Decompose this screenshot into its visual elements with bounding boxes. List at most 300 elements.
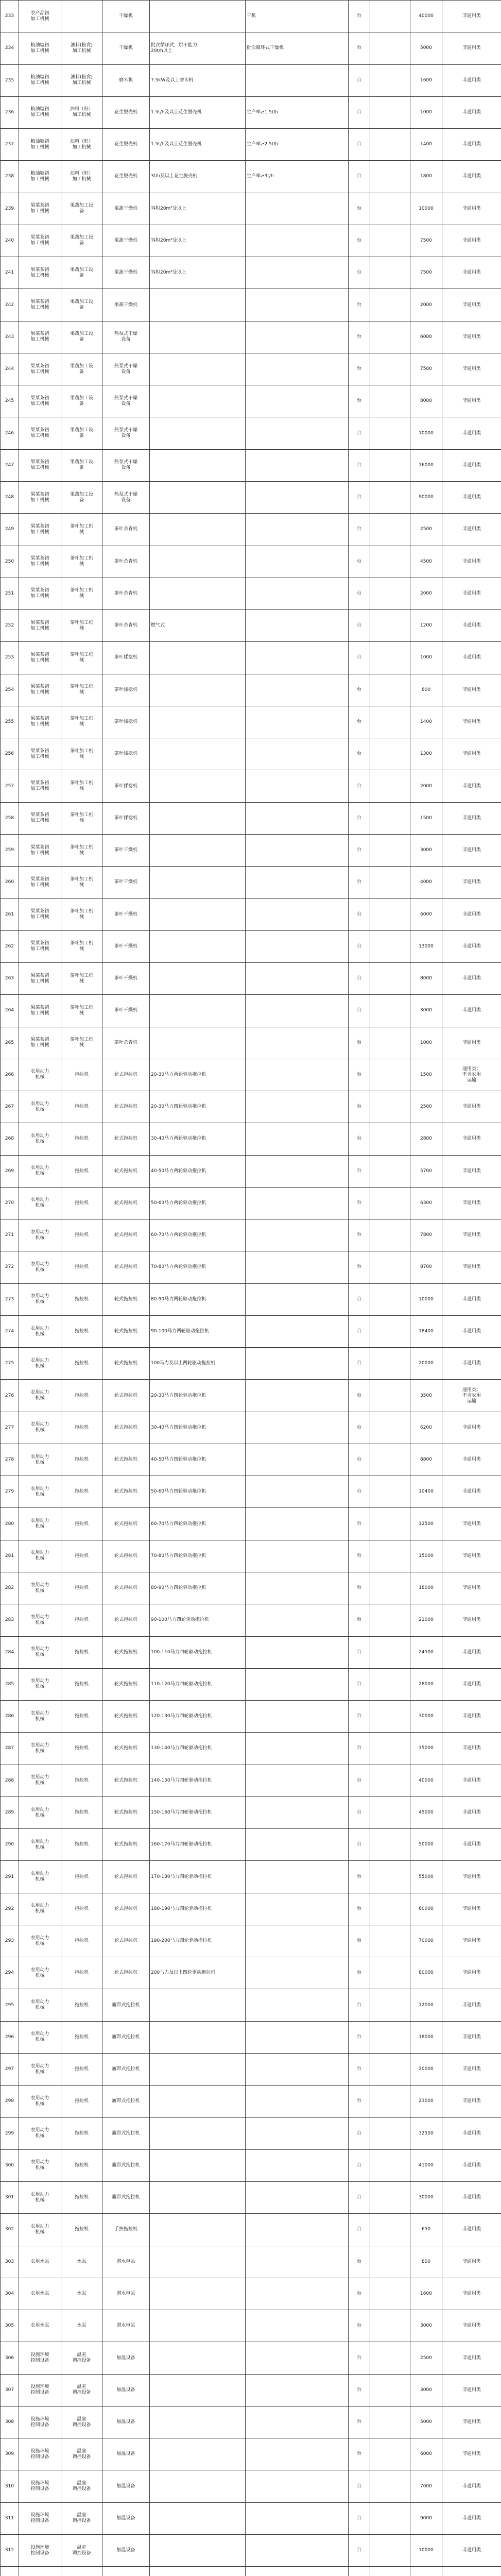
table-row (1, 2406, 501, 2438)
cell-no: 305 (1, 2310, 19, 2342)
cell-cat: 果菜茶初 加工机械 (19, 289, 61, 321)
cell-item: 轮式拖拉机 (102, 1412, 150, 1444)
cell-cat: 农用动力 机械 (19, 1636, 61, 1668)
cell-unit: 台 (349, 1444, 370, 1476)
cell-spec (150, 2438, 246, 2470)
cell-item: 果蔬干燥机 (102, 225, 150, 257)
cell-item: 加温设备 (102, 2374, 150, 2406)
cell-unit: 台 (349, 578, 370, 609)
cell-area: 非通用类 (442, 449, 501, 481)
cell-subcat: 拖拉机 (61, 2214, 102, 2246)
cell-price (370, 1733, 410, 1765)
cell-spec: 90-100马力四轮驱动拖拉机 (150, 1604, 246, 1636)
cell-spec (150, 674, 246, 706)
cell-area: 非通用类 (442, 2149, 501, 2181)
cell-item: 轮式拖拉机 (102, 1797, 150, 1828)
cell-cat: 农用动力 机械 (19, 1765, 61, 1797)
cell-price (370, 2214, 410, 2246)
cell-item: 干燥机 (102, 32, 150, 64)
table-row (1, 193, 501, 225)
cell-price (370, 2117, 410, 2149)
cell-cat: 农用动力 机械 (19, 1829, 61, 1861)
cell-item: 茶叶干燥机 (102, 962, 150, 994)
cell-subcat: 拖拉机 (61, 1861, 102, 1893)
cell-unit: 台 (349, 738, 370, 770)
cell-sub: 6000 (410, 2438, 442, 2470)
cell-sub: 12000 (410, 1989, 442, 2021)
cell-sub: 8800 (410, 1444, 442, 1476)
cell-cat: 农用水泵 (19, 2278, 61, 2310)
cell-feat (246, 2021, 349, 2053)
cell-subcat: 拖拉机 (61, 2149, 102, 2181)
cell-feat (246, 64, 349, 96)
cell-sub: 1000 (410, 1027, 442, 1059)
cell-area: 非通用类 (442, 642, 501, 674)
cell-sub: 8000 (410, 962, 442, 994)
cell-price (370, 1123, 410, 1155)
cell-area: 非通用类 (442, 2502, 501, 2534)
cell-spec: 90-100马力两轮驱动拖拉机 (150, 1315, 246, 1347)
cell-subcat: 拖拉机 (61, 2086, 102, 2117)
cell-price (370, 353, 410, 385)
cell-cat: 农用动力 机械 (19, 1091, 61, 1123)
cell-item: 茶叶杀青机 (102, 1027, 150, 1059)
cell-item: 花生脱壳机 (102, 129, 150, 161)
cell-area (442, 2567, 501, 2576)
cell-feat (246, 514, 349, 546)
cell-feat (246, 1989, 349, 2021)
cell-price (370, 2246, 410, 2278)
cell-area: 非通用类 (442, 2438, 501, 2470)
cell-subcat: 拖拉机 (61, 1893, 102, 1925)
cell-sub: 1600 (410, 64, 442, 96)
cell-area: 非通用类 (442, 1315, 501, 1347)
cell-unit: 台 (349, 706, 370, 738)
cell-no: 270 (1, 1187, 19, 1219)
cell-subcat: 油料（籽） 加工机械 (61, 129, 102, 161)
cell-item: 轮式拖拉机 (102, 1829, 150, 1861)
cell-spec (150, 514, 246, 546)
cell-sub: 70000 (410, 1925, 442, 1957)
cell-item: 轮式拖拉机 (102, 1315, 150, 1347)
cell-area: 非通用类 (442, 1829, 501, 1861)
cell-price (370, 1027, 410, 1059)
table-row (1, 578, 501, 609)
cell-spec (150, 2406, 246, 2438)
cell-subcat: 拖拉机 (61, 1283, 102, 1315)
cell-subcat: 水泵 (61, 2278, 102, 2310)
cell-subcat: 拖拉机 (61, 1476, 102, 1508)
cell-subcat: 拖拉机 (61, 1219, 102, 1251)
cell-spec: 160-170马力四轮驱动拖拉机 (150, 1829, 246, 1861)
cell-feat (246, 2246, 349, 2278)
cell-subcat: 温室 调控设备 (61, 2470, 102, 2502)
cell-sub: 1800 (410, 161, 442, 193)
cell-spec (150, 2567, 246, 2576)
cell-cat: 设施环境 控制设备 (19, 2406, 61, 2438)
cell-cat: 果菜茶初 加工机械 (19, 770, 61, 802)
cell-unit: 台 (349, 2342, 370, 2374)
cell-no: 274 (1, 1315, 19, 1347)
cell-unit: 台 (349, 2278, 370, 2310)
cell-unit: 台 (349, 2086, 370, 2117)
cell-sub: 45000 (410, 1797, 442, 1828)
cell-unit: 台 (349, 2502, 370, 2534)
cell-area: 非通用类 (442, 2214, 501, 2246)
cell-unit: 台 (349, 834, 370, 866)
cell-item: 履带式拖拉机 (102, 2021, 150, 2053)
cell-sub: 6200 (410, 1412, 442, 1444)
cell-unit: 台 (349, 2117, 370, 2149)
cell-no: 310 (1, 2470, 19, 2502)
cell-no: 293 (1, 1925, 19, 1957)
table-row (1, 1668, 501, 1700)
cell-area: 非通用类 (442, 2342, 501, 2374)
cell-spec: 170-180马力四轮驱动拖拉机 (150, 1861, 246, 1893)
cell-sub: 40000 (410, 1765, 442, 1797)
cell-price (370, 1091, 410, 1123)
cell-spec: 7.5kW及以上磨米机 (150, 64, 246, 96)
cell-cat: 果菜茶初 加工机械 (19, 225, 61, 257)
table-row (1, 1059, 501, 1091)
cell-unit: 台 (349, 1572, 370, 1604)
cell-subcat: 拖拉机 (61, 1059, 102, 1091)
cell-area: 非通用类 (442, 2246, 501, 2278)
table-row (1, 995, 501, 1027)
cell-subcat: 油料(粮食) 加工机械 (61, 64, 102, 96)
cell-spec: 50-60马力两轮驱动拖拉机 (150, 1187, 246, 1219)
cell-area: 非通用类 (442, 193, 501, 225)
table-row (1, 2438, 501, 2470)
cell-price (370, 1861, 410, 1893)
cell-unit: 台 (349, 514, 370, 546)
cell-spec: 1.5t/h及以上花生脱壳机 (150, 96, 246, 128)
cell-no: 261 (1, 899, 19, 930)
cell-feat (246, 1219, 349, 1251)
cell-feat (246, 1315, 349, 1347)
cell-unit: 台 (349, 1251, 370, 1283)
cell-feat (246, 1123, 349, 1155)
cell-cat: 粮油糖初 加工机械 (19, 32, 61, 64)
cell-item: 轮式拖拉机 (102, 1155, 150, 1187)
cell-price (370, 2021, 410, 2053)
cell-area: 非通用类 (442, 1733, 501, 1765)
cell-sub: 2500 (410, 1091, 442, 1123)
cell-feat (246, 2502, 349, 2534)
cell-unit: 台 (349, 1829, 370, 1861)
cell-sub: 7500 (410, 353, 442, 385)
cell-cat: 果菜茶初 加工机械 (19, 610, 61, 642)
cell-item: 茶叶揉捻机 (102, 738, 150, 770)
cell-unit: 台 (349, 1315, 370, 1347)
cell-area: 非通用类 (442, 385, 501, 417)
cell-no: 251 (1, 578, 19, 609)
cell-price (370, 770, 410, 802)
cell-price (370, 1444, 410, 1476)
cell-feat (246, 1251, 349, 1283)
cell-spec (150, 289, 246, 321)
cell-feat (246, 289, 349, 321)
cell-feat (246, 2438, 349, 2470)
cell-unit: 台 (349, 353, 370, 385)
cell-spec: 20-30马力两轮驱动拖拉机 (150, 1059, 246, 1091)
cell-price (370, 1765, 410, 1797)
cell-unit: 台 (349, 802, 370, 834)
table-row (1, 706, 501, 738)
cell-spec (150, 867, 246, 899)
cell-spec (150, 2214, 246, 2246)
cell-no: 277 (1, 1412, 19, 1444)
cell-cat: 农用动力 机械 (19, 1893, 61, 1925)
cell-feat: 生产率≥1.5t/h (246, 96, 349, 128)
cell-cat: 农用动力 机械 (19, 1187, 61, 1219)
cell-subcat: 茶叶加工机 械 (61, 610, 102, 642)
cell-feat (246, 449, 349, 481)
cell-no: 234 (1, 32, 19, 64)
cell-unit: 台 (349, 385, 370, 417)
cell-area: 非通用类 (442, 321, 501, 353)
cell-feat (246, 257, 349, 289)
cell-area: 非通用类 (442, 353, 501, 385)
cell-subcat: 温室 调控设备 (61, 2406, 102, 2438)
cell-cat: 农用水泵 (19, 2246, 61, 2278)
cell-price (370, 2310, 410, 2342)
cell-area: 非通用类 (442, 578, 501, 609)
cell-price (370, 225, 410, 257)
cell-item: 履带式拖拉机 (102, 2054, 150, 2086)
cell-cat: 农用动力 机械 (19, 1348, 61, 1380)
table-row (1, 1380, 501, 1412)
cell-subcat: 拖拉机 (61, 2117, 102, 2149)
cell-unit: 台 (349, 1380, 370, 1412)
cell-price (370, 1348, 410, 1380)
cell-sub: 12500 (410, 1508, 442, 1540)
cell-area: 非通用类 (442, 1925, 501, 1957)
cell-subcat: 拖拉机 (61, 1925, 102, 1957)
cell-subcat: 果蔬加工设 备 (61, 321, 102, 353)
cell-spec (150, 2470, 246, 2502)
cell-area: 非通用类 (442, 1957, 501, 1989)
cell-price (370, 514, 410, 546)
cell-price (370, 1, 410, 32)
cell-sub: 30000 (410, 2182, 442, 2214)
cell-item: 轮式拖拉机 (102, 1380, 150, 1412)
cell-subcat: 拖拉机 (61, 2182, 102, 2214)
cell-sub: 50000 (410, 1829, 442, 1861)
cell-sub: 2500 (410, 514, 442, 546)
cell-feat: 生产率≥3t/h (246, 161, 349, 193)
cell-no: 272 (1, 1251, 19, 1283)
cell-unit: 台 (349, 1091, 370, 1123)
cell-unit: 台 (349, 930, 370, 962)
cell-area: 非通用类 (442, 1187, 501, 1219)
cell-price (370, 1829, 410, 1861)
cell-price (370, 610, 410, 642)
cell-cat: 设施环境 控制设备 (19, 2342, 61, 2374)
cell-no: 289 (1, 1797, 19, 1828)
cell-item: 磨米机 (102, 64, 150, 96)
cell-sub: 1400 (410, 129, 442, 161)
cell-item: 茶叶揉捻机 (102, 706, 150, 738)
cell-cat: 果菜茶初 加工机械 (19, 321, 61, 353)
cell-item: 轮式拖拉机 (102, 1348, 150, 1380)
cell-unit (349, 2567, 370, 2576)
table-row (1, 1, 501, 32)
cell-sub: 18000 (410, 1572, 442, 1604)
cell-unit: 台 (349, 1508, 370, 1540)
cell-no: 267 (1, 1091, 19, 1123)
cell-feat: 干机 (246, 1, 349, 32)
table-row (1, 1155, 501, 1187)
table-row (1, 2342, 501, 2374)
cell-area: 非通用类 (442, 770, 501, 802)
cell-feat (246, 2406, 349, 2438)
cell-cat: 农产品初 加工机械 (19, 1, 61, 32)
cell-area: 非通用类 (442, 962, 501, 994)
cell-feat (246, 193, 349, 225)
cell-item: 轮式拖拉机 (102, 1444, 150, 1476)
cell-no (1, 2567, 19, 2576)
cell-price (370, 2086, 410, 2117)
cell-unit: 台 (349, 1989, 370, 2021)
cell-no: 249 (1, 514, 19, 546)
cell-sub: 7800 (410, 1219, 442, 1251)
cell-no: 233 (1, 1, 19, 32)
cell-subcat: 拖拉机 (61, 1380, 102, 1412)
cell-price (370, 289, 410, 321)
cell-cat: 农用动力 机械 (19, 2086, 61, 2117)
cell-unit: 台 (349, 321, 370, 353)
cell-feat (246, 1348, 349, 1380)
cell-cat: 农用动力 机械 (19, 1861, 61, 1893)
cell-cat: 果菜茶初 加工机械 (19, 930, 61, 962)
cell-no: 264 (1, 995, 19, 1027)
cell-cat: 农用动力 机械 (19, 1123, 61, 1155)
cell-unit: 台 (349, 1604, 370, 1636)
cell-area: 非通用类 (442, 1444, 501, 1476)
cell-sub: 80000 (410, 1957, 442, 1989)
cell-feat (246, 2214, 349, 2246)
table-row (1, 2117, 501, 2149)
cell-item: 茶叶干燥机 (102, 899, 150, 930)
cell-subcat: 拖拉机 (61, 1829, 102, 1861)
cell-item: 加温设备 (102, 2502, 150, 2534)
cell-subcat: 拖拉机 (61, 1797, 102, 1828)
cell-spec: 燃气式 (150, 610, 246, 642)
cell-cat: 果菜茶初 加工机械 (19, 514, 61, 546)
cell-cat: 果菜茶初 加工机械 (19, 578, 61, 609)
cell-subcat: 果蔬加工设 备 (61, 449, 102, 481)
cell-price (370, 2054, 410, 2086)
table-row (1, 1797, 501, 1828)
table-row (1, 930, 501, 962)
cell-unit: 台 (349, 1412, 370, 1444)
cell-cat: 农用动力 机械 (19, 1989, 61, 2021)
cell-feat (246, 1797, 349, 1828)
cell-price (370, 546, 410, 578)
cell-item: 履带式拖拉机 (102, 2149, 150, 2181)
cell-spec: 80-90马力两轮驱动拖拉机 (150, 1283, 246, 1315)
cell-sub: 8000 (410, 385, 442, 417)
cell-no: 295 (1, 1989, 19, 2021)
cell-subcat: 茶叶加工机 械 (61, 578, 102, 609)
cell-unit: 台 (349, 2182, 370, 2214)
cell-spec: 80-90马力四轮驱动拖拉机 (150, 1572, 246, 1604)
cell-cat: 农用动力 机械 (19, 1251, 61, 1283)
cell-item: 轮式拖拉机 (102, 1476, 150, 1508)
cell-spec (150, 738, 246, 770)
cell-spec (150, 2310, 246, 2342)
cell-cat: 粮油糖初 加工机械 (19, 96, 61, 128)
table-row (1, 1348, 501, 1380)
cell-sub: 3000 (410, 2310, 442, 2342)
cell-no: 284 (1, 1636, 19, 1668)
cell-cat: 果菜茶初 加工机械 (19, 1027, 61, 1059)
cell-no: 311 (1, 2502, 19, 2534)
cell-cat: 农用动力 机械 (19, 1412, 61, 1444)
cell-price (370, 674, 410, 706)
cell-cat: 农用动力 机械 (19, 1957, 61, 1989)
table-row (1, 1861, 501, 1893)
cell-price (370, 96, 410, 128)
cell-no: 273 (1, 1283, 19, 1315)
cell-spec (150, 2534, 246, 2566)
cell-item: 加温设备 (102, 2438, 150, 2470)
cell-sub: 6000 (410, 899, 442, 930)
cell-spec: 150-160马力四轮驱动拖拉机 (150, 1797, 246, 1828)
cell-subcat: 油料（籽） 加工机械 (61, 96, 102, 128)
cell-cat: 农用动力 机械 (19, 2214, 61, 2246)
cell-area: 非通用类 (442, 1572, 501, 1604)
cell-sub: 10000 (410, 193, 442, 225)
cell-subcat (61, 2567, 102, 2576)
cell-no: 238 (1, 161, 19, 193)
table-row (1, 2310, 501, 2342)
cell-price (370, 2182, 410, 2214)
cell-subcat: 拖拉机 (61, 1733, 102, 1765)
cell-subcat: 茶叶加工机 械 (61, 546, 102, 578)
cell-price (370, 1701, 410, 1733)
table-row (1, 1893, 501, 1925)
cell-area: 非通用类 (442, 2278, 501, 2310)
cell-spec (150, 834, 246, 866)
cell-area: 非通用类 (442, 1765, 501, 1797)
cell-spec (150, 417, 246, 449)
cell-spec: 180-190马力四轮驱动拖拉机 (150, 1893, 246, 1925)
cell-feat (246, 1733, 349, 1765)
cell-no: 288 (1, 1765, 19, 1797)
cell-area: 非通用类 (442, 802, 501, 834)
cell-spec: 批次循环式，烘干能力 20t/h以上 (150, 32, 246, 64)
cell-sub: 7500 (410, 225, 442, 257)
cell-feat (246, 706, 349, 738)
cell-item: 轮式拖拉机 (102, 1861, 150, 1893)
cell-no: 291 (1, 1861, 19, 1893)
cell-item: 轮式拖拉机 (102, 1893, 150, 1925)
cell-area: 非通用类 (442, 1283, 501, 1315)
cell-spec: 70-80马力两轮驱动拖拉机 (150, 1251, 246, 1283)
cell-price (370, 706, 410, 738)
cell-sub: 1000 (410, 96, 442, 128)
cell-price (370, 1219, 410, 1251)
cell-spec (150, 2054, 246, 2086)
cell-sub: 4000 (410, 867, 442, 899)
cell-subcat: 茶叶加工机 械 (61, 514, 102, 546)
cell-feat (246, 2534, 349, 2566)
table-row (1, 2502, 501, 2534)
cell-item: 果蔬干燥机 (102, 193, 150, 225)
cell-spec (150, 2278, 246, 2310)
